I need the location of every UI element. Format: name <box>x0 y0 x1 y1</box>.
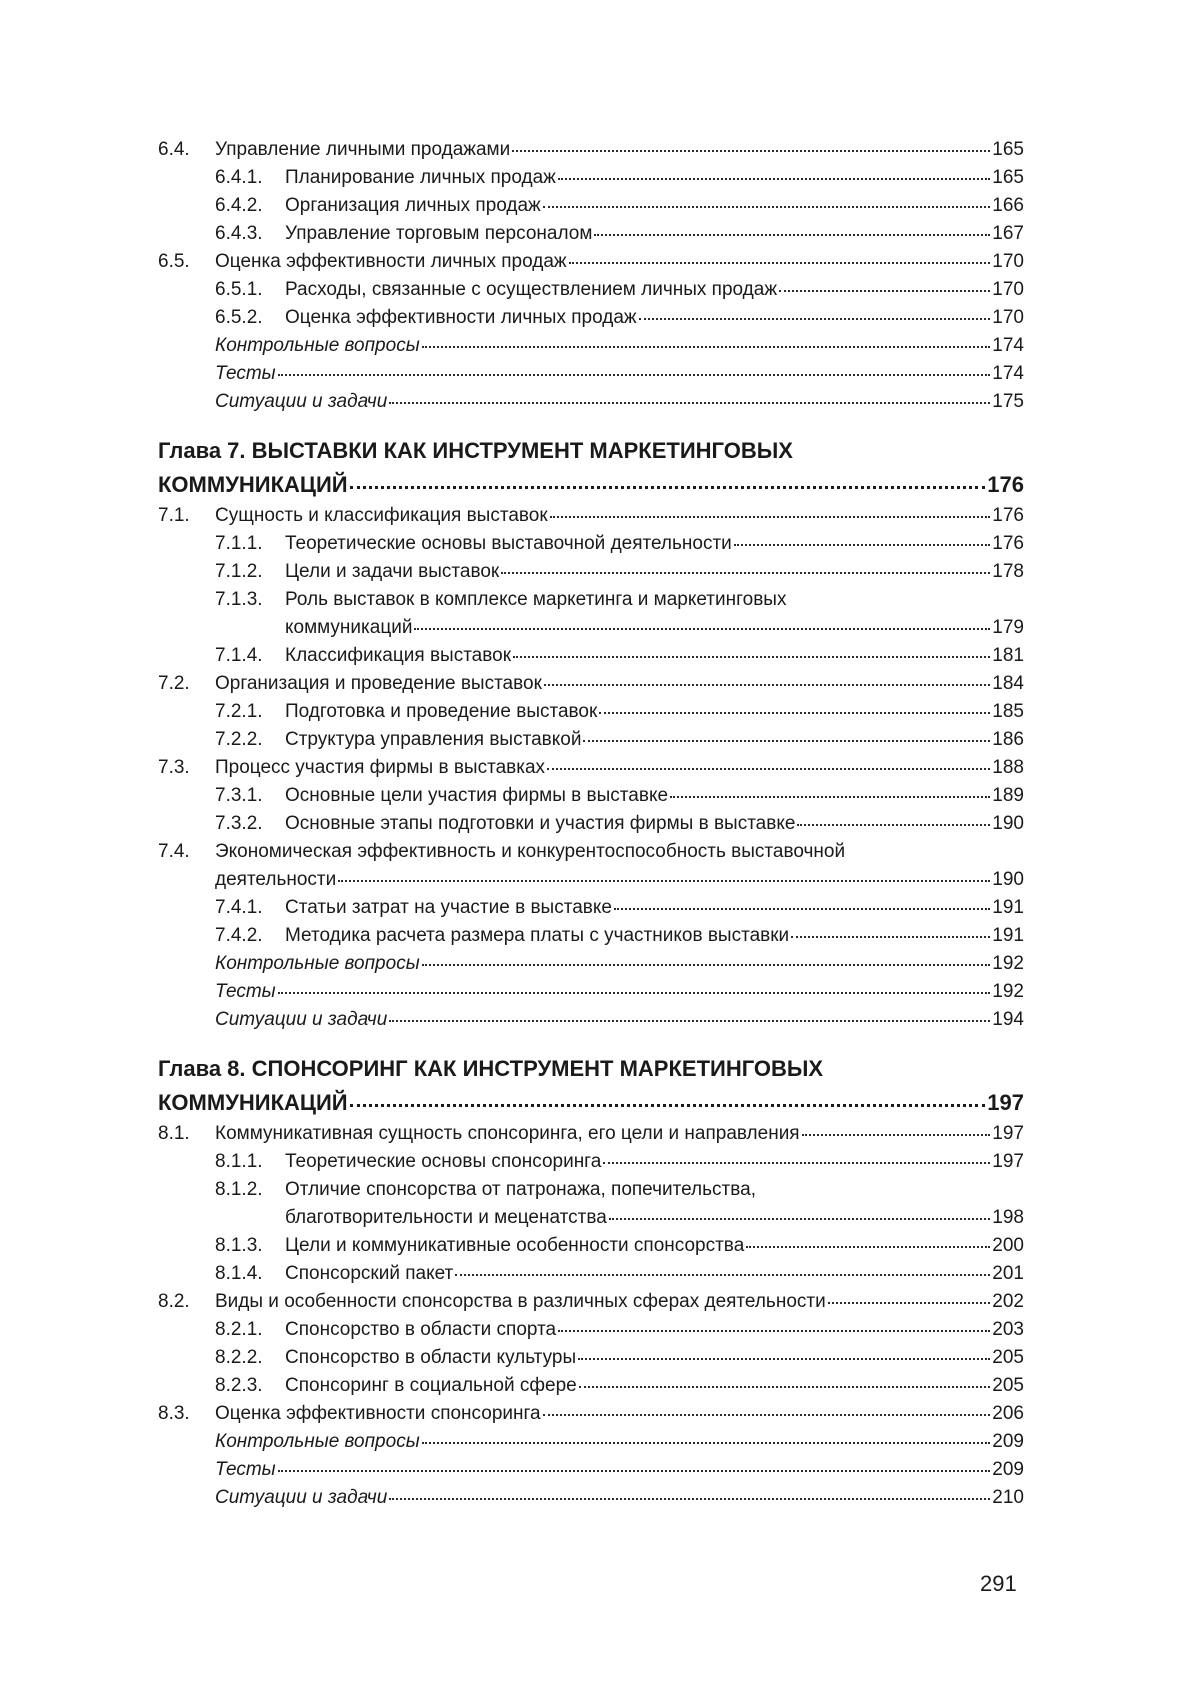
section-number: 7.1.4. <box>215 645 263 666</box>
toc-entry-line <box>158 586 1024 614</box>
section-title: Оценка эффективности личных продаж <box>285 307 637 328</box>
dot-leader <box>422 960 991 966</box>
section-number: 7.4.2. <box>215 925 263 946</box>
toc-entry[interactable] <box>158 978 1024 1006</box>
toc-entry[interactable] <box>158 558 1024 586</box>
dot-leader <box>639 314 991 320</box>
toc-entry[interactable] <box>158 192 1024 220</box>
dot-leader <box>594 230 990 236</box>
toc-entry[interactable] <box>158 950 1024 978</box>
dot-leader <box>579 1382 991 1388</box>
toc-entry[interactable] <box>158 1232 1024 1260</box>
section-number: 7.3.1. <box>215 785 263 806</box>
page-ref: 179 <box>992 617 1024 638</box>
chapter-title: Глава 8. СПОНСОРИНГ КАК ИНСТРУМЕНТ МАРКЕТИНГОВЫХ <box>158 1056 824 1081</box>
toc-entry[interactable] <box>158 1372 1024 1400</box>
section-number: 7.3. <box>158 757 190 778</box>
page-ref: 203 <box>992 1319 1024 1340</box>
page-ref: 165 <box>992 167 1024 188</box>
page-ref: 190 <box>992 869 1024 890</box>
section-title: Процесс участия фирмы в выставках <box>215 757 546 778</box>
section-title-cont: благотворительности и меценатства <box>285 1207 607 1228</box>
page-ref: 205 <box>992 1347 1024 1368</box>
toc-entry[interactable] <box>158 922 1024 950</box>
section-title-cont: коммуникаций <box>285 617 413 638</box>
section-number: 7.3.2. <box>215 813 263 834</box>
toc-entry[interactable] <box>158 1400 1024 1428</box>
section-title: Подготовка и проведение выставок <box>285 701 598 722</box>
section-number: 6.4.1. <box>215 167 263 188</box>
section-title: Спонсоринг в социальной сфере <box>285 1375 577 1396</box>
section-title: Методика расчета размера платы с участников выставки <box>285 925 790 946</box>
page-ref: 165 <box>992 139 1024 160</box>
toc-entry[interactable] <box>158 1288 1024 1316</box>
section-title: Структура управления выставкой <box>285 729 582 750</box>
section-number: 7.2.2. <box>215 729 263 750</box>
section-title: Цели и задачи выставок <box>285 561 500 582</box>
toc-entry-line <box>158 1204 1024 1232</box>
page-ref: 170 <box>992 251 1024 272</box>
page-ref: 176 <box>987 472 1024 497</box>
section-title: Основные цели участия фирмы в выставке <box>285 785 669 806</box>
toc-entry[interactable] <box>158 1260 1024 1288</box>
extra-title: Ситуации и задачи <box>215 1009 388 1030</box>
section-title: Расходы, связанные с осуществлением личных продаж <box>285 279 778 300</box>
toc-entry[interactable] <box>158 332 1024 360</box>
section-title: Сущность и классификация выставок <box>215 505 548 526</box>
section-title: Отличие спонсорства от патронажа, попечительства, <box>285 1179 756 1200</box>
section-number: 6.4.2. <box>215 195 263 216</box>
dot-leader <box>614 904 990 910</box>
page-ref: 209 <box>992 1431 1024 1452</box>
section-number: 7.2. <box>158 673 190 694</box>
dot-leader <box>501 568 990 574</box>
dot-leader <box>670 792 990 798</box>
toc-entry[interactable] <box>158 388 1024 416</box>
toc-entry[interactable] <box>158 304 1024 332</box>
section-number: 6.5. <box>158 251 190 272</box>
toc-entry[interactable] <box>158 530 1024 558</box>
page-ref: 209 <box>992 1459 1024 1480</box>
toc-entry[interactable] <box>158 894 1024 922</box>
page-ref: 192 <box>992 953 1024 974</box>
section-title: Спонсорство в области культуры <box>285 1347 577 1368</box>
toc-entry-line <box>158 614 1024 642</box>
section-title: Экономическая эффективность и конкурентоспособность выставочной <box>215 841 846 862</box>
section-title: Оценка эффективности спонсоринга <box>215 1403 541 1424</box>
chapter-title-cont: КОММУНИКАЦИЙ <box>158 1090 348 1115</box>
page-number: 291 <box>980 1571 1017 1596</box>
section-number: 7.1.3. <box>215 589 263 610</box>
chapter-heading[interactable] <box>158 1052 1024 1120</box>
toc-entry[interactable] <box>158 220 1024 248</box>
toc-entry[interactable] <box>158 1344 1024 1372</box>
dot-leader <box>547 764 990 770</box>
dot-leader <box>278 370 991 376</box>
section-title: Спонсорство в области спорта <box>285 1319 557 1340</box>
page-ref: 178 <box>992 561 1024 582</box>
toc-entry[interactable] <box>158 838 1024 894</box>
toc-entry-line <box>158 1176 1024 1204</box>
section-title: Теоретические основы спонсоринга <box>285 1151 602 1172</box>
dot-leader <box>278 1466 991 1472</box>
toc-entry-line <box>158 866 1024 894</box>
section-title: Виды и особенности спонсорства в различных сферах деятельности <box>215 1291 826 1312</box>
extra-title: Ситуации и задачи <box>215 391 388 412</box>
toc-entry[interactable] <box>158 502 1024 530</box>
toc-entry[interactable] <box>158 1148 1024 1176</box>
section-number: 8.2.3. <box>215 1375 263 1396</box>
section-number: 6.5.1. <box>215 279 263 300</box>
section-number: 8.1.4. <box>215 1263 263 1284</box>
toc-entry[interactable] <box>158 1316 1024 1344</box>
dot-leader <box>609 1214 991 1220</box>
dot-leader <box>278 988 991 994</box>
toc-entry-line <box>158 838 1024 866</box>
page-ref: 200 <box>992 1235 1024 1256</box>
dot-leader <box>802 1130 991 1136</box>
toc-entry[interactable] <box>158 1484 1024 1512</box>
page-ref: 170 <box>992 307 1024 328</box>
page-ref: 191 <box>992 925 1024 946</box>
page-ref: 189 <box>992 785 1024 806</box>
section-number: 7.1. <box>158 505 190 526</box>
dot-leader <box>543 1410 991 1416</box>
toc-entry[interactable] <box>158 164 1024 192</box>
section-number: 8.1.2. <box>215 1179 263 1200</box>
page-ref: 176 <box>992 505 1024 526</box>
section-number: 7.1.2. <box>215 561 263 582</box>
dot-leader <box>350 1100 986 1107</box>
dot-leader <box>558 1326 990 1332</box>
section-number: 8.2. <box>158 1291 190 1312</box>
toc-entry[interactable] <box>158 360 1024 388</box>
toc-entry[interactable] <box>158 1176 1024 1232</box>
section-title: Статьи затрат на участие в выставке <box>285 897 612 918</box>
extra-title: Контрольные вопросы <box>215 335 420 356</box>
dot-leader <box>455 1270 990 1276</box>
toc-entry[interactable] <box>158 670 1024 698</box>
chapter-title-line <box>158 1086 1024 1120</box>
section-title: Планирование личных продаж <box>285 167 556 188</box>
page-ref: 197 <box>987 1090 1024 1115</box>
section-number: 6.5.2. <box>215 307 263 328</box>
toc-entry[interactable] <box>158 782 1024 810</box>
dot-leader <box>422 342 991 348</box>
section-title: Роль выставок в комплексе маркетинга и маркетинговых <box>285 589 787 610</box>
page-ref: 191 <box>992 897 1024 918</box>
page-ref: 184 <box>992 673 1024 694</box>
toc-entry[interactable] <box>158 1120 1024 1148</box>
page-ref: 206 <box>992 1403 1024 1424</box>
page-ref: 205 <box>992 1375 1024 1396</box>
page-ref: 174 <box>992 335 1024 356</box>
page-ref: 175 <box>992 391 1024 412</box>
toc-entry[interactable] <box>158 1456 1024 1484</box>
page-ref: 181 <box>992 645 1024 666</box>
page-ref: 197 <box>992 1151 1024 1172</box>
page-ref: 192 <box>992 981 1024 1002</box>
section-number: 8.3. <box>158 1403 190 1424</box>
section-title: Спонсорский пакет <box>285 1263 454 1284</box>
page-ref: 197 <box>992 1123 1024 1144</box>
dot-leader <box>797 820 990 826</box>
toc-entry[interactable] <box>158 642 1024 670</box>
dot-leader <box>338 876 990 882</box>
section-title: Управление личными продажами <box>215 139 511 160</box>
extra-title: Контрольные вопросы <box>215 1431 420 1452</box>
dot-leader <box>734 540 991 546</box>
dot-leader <box>791 932 990 938</box>
section-title: Основные этапы подготовки и участия фирмы в выставке <box>285 813 796 834</box>
toc-entry[interactable] <box>158 726 1024 754</box>
dot-leader <box>603 1158 990 1164</box>
page-ref: 185 <box>992 701 1024 722</box>
chapter-title-line <box>158 434 1024 468</box>
page-ref: 194 <box>992 1009 1024 1030</box>
section-title: Оценка эффективности личных продаж <box>215 251 567 272</box>
dot-leader <box>550 512 991 518</box>
section-number: 7.4.1. <box>215 897 263 918</box>
dot-leader <box>389 398 990 404</box>
dot-leader <box>389 1016 990 1022</box>
table-of-contents <box>158 136 1024 1512</box>
toc-entry[interactable] <box>158 698 1024 726</box>
chapter-title: Глава 7. ВЫСТАВКИ КАК ИНСТРУМЕНТ МАРКЕТИНГОВЫХ <box>158 438 793 463</box>
dot-leader <box>558 174 990 180</box>
dot-leader <box>350 482 986 489</box>
section-title-cont: деятельности <box>215 869 337 890</box>
section-number: 8.2.2. <box>215 1347 263 1368</box>
section-number: 6.4.3. <box>215 223 263 244</box>
page-ref: 174 <box>992 363 1024 384</box>
section-title: Организация личных продаж <box>285 195 541 216</box>
section-title: Организация и проведение выставок <box>215 673 542 694</box>
toc-entry[interactable] <box>158 136 1024 164</box>
section-number: 8.1.3. <box>215 1235 263 1256</box>
page-ref: 167 <box>992 223 1024 244</box>
toc-entry[interactable] <box>158 248 1024 276</box>
toc-entry[interactable] <box>158 586 1024 642</box>
chapter-heading[interactable] <box>158 434 1024 502</box>
toc-entry[interactable] <box>158 810 1024 838</box>
dot-leader <box>512 146 990 152</box>
dot-leader <box>599 708 990 714</box>
extra-title: Тесты <box>215 1459 276 1480</box>
toc-entry[interactable] <box>158 1428 1024 1456</box>
page-ref: 198 <box>992 1207 1024 1228</box>
page-ref: 166 <box>992 195 1024 216</box>
section-title: Классификация выставок <box>285 645 512 666</box>
section-number: 6.4. <box>158 139 190 160</box>
toc-entry[interactable] <box>158 276 1024 304</box>
dot-leader <box>389 1494 990 1500</box>
chapter-title-cont: КОММУНИКАЦИЙ <box>158 472 348 497</box>
section-title: Теоретические основы выставочной деятельности <box>285 533 732 554</box>
section-number: 8.2.1. <box>215 1319 263 1340</box>
section-title: Коммуникативная сущность спонсоринга, его цели и направления <box>215 1123 800 1144</box>
dot-leader <box>583 736 990 742</box>
dot-leader <box>779 286 990 292</box>
dot-leader <box>828 1298 991 1304</box>
toc-entry[interactable] <box>158 754 1024 782</box>
page-ref: 210 <box>992 1487 1024 1508</box>
extra-title: Тесты <box>215 981 276 1002</box>
page-ref: 190 <box>992 813 1024 834</box>
dot-leader <box>543 202 991 208</box>
page-ref: 176 <box>992 533 1024 554</box>
dot-leader <box>422 1438 991 1444</box>
section-number: 8.1.1. <box>215 1151 263 1172</box>
extra-title: Контрольные вопросы <box>215 953 420 974</box>
dot-leader <box>544 680 990 686</box>
page-ref: 186 <box>992 729 1024 750</box>
page-ref: 188 <box>992 757 1024 778</box>
chapter-title-line <box>158 1052 1024 1086</box>
extra-title: Ситуации и задачи <box>215 1487 388 1508</box>
section-number: 8.1. <box>158 1123 190 1144</box>
dot-leader <box>746 1242 990 1248</box>
toc-entry[interactable] <box>158 1006 1024 1034</box>
section-number: 7.1.1. <box>215 533 263 554</box>
page-ref: 170 <box>992 279 1024 300</box>
chapter-title-line <box>158 468 1024 502</box>
page-ref: 201 <box>992 1263 1024 1284</box>
section-title: Управление торговым персоналом <box>285 223 593 244</box>
section-title: Цели и коммуникативные особенности спонсорства <box>285 1235 745 1256</box>
dot-leader <box>569 258 991 264</box>
dot-leader <box>578 1354 990 1360</box>
extra-title: Тесты <box>215 363 276 384</box>
dot-leader <box>414 624 990 630</box>
page-ref: 202 <box>992 1291 1024 1312</box>
dot-leader <box>513 652 990 658</box>
section-number: 7.4. <box>158 841 190 862</box>
section-number: 7.2.1. <box>215 701 263 722</box>
